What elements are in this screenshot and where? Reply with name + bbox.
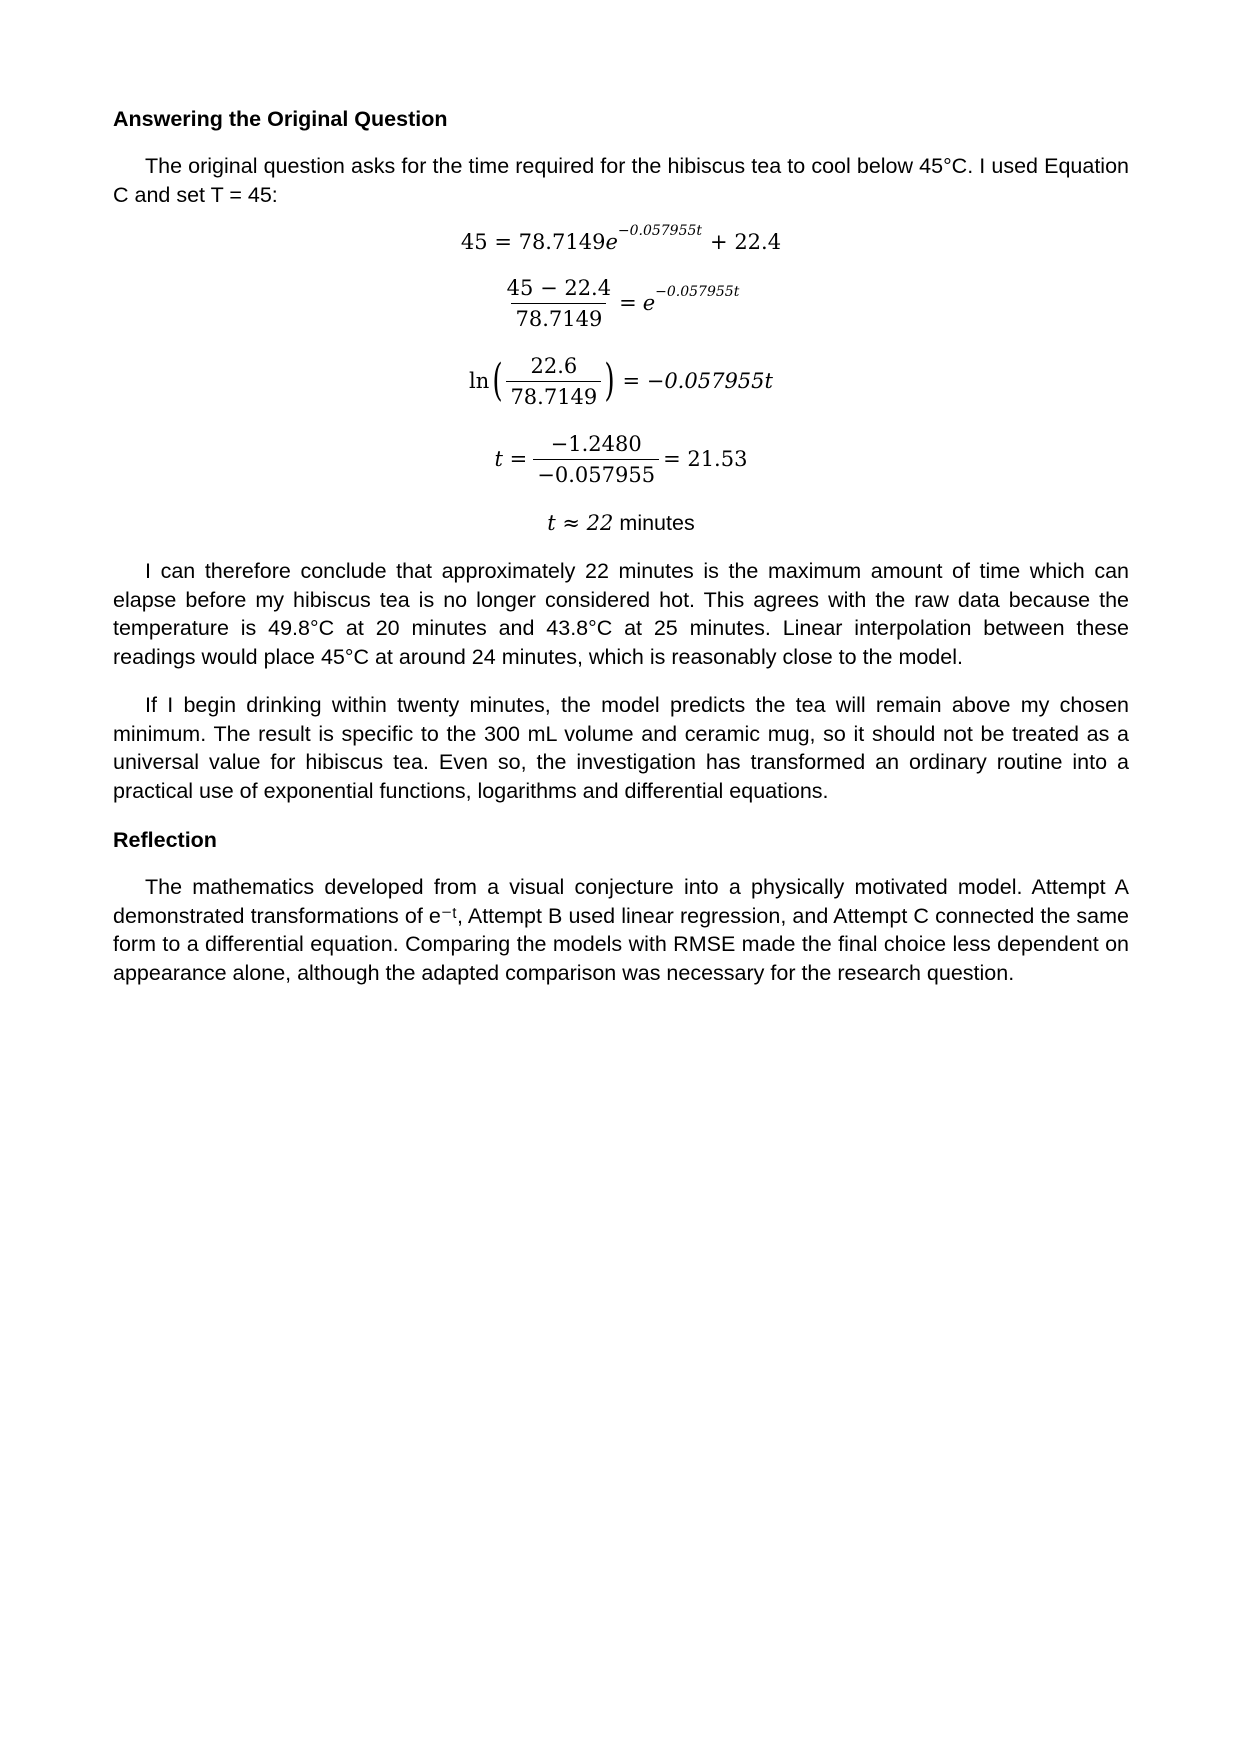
equation-1-exponent: −0.057955t — [617, 223, 703, 239]
equation-4-fraction — [533, 432, 659, 487]
right-paren-glyph: ) — [604, 355, 616, 406]
equation-4-rhs: = 21.53 — [663, 447, 748, 471]
reflection-paragraph: The mathematics developed from a visual conjecture into a physically motivated model. Attempt A demonstrated transformations of e⁻ᵗ, Attempt B used linear regression, and Attempt C connected the same form to a differential equation. Comparing the models with RMSE made the final choice less dependent on appearance alone, although the adapted comparison was necessary for the research question. — [113, 875, 1129, 985]
equation-4-numerator: −1.2480 — [550, 431, 642, 456]
equation-3-rhs: = −0.057955t — [622, 369, 773, 393]
left-paren-glyph: ( — [492, 355, 504, 406]
document-page — [113, 104, 1129, 987]
intro-paragraph: The original question asks for the time required for the hibiscus tea to cool below 45°C. I used Equation C and set T = 45: — [113, 154, 1129, 207]
equation-1-rhs: + 22.4 — [710, 230, 782, 254]
equation-3-ln: ln — [469, 369, 490, 393]
equation-5 — [113, 507, 1129, 539]
equation-2-base: e — [642, 291, 656, 315]
equation-2-equals: = — [619, 291, 637, 315]
conclusion-paragraph: I can therefore conclude that approximately 22 minutes is the maximum amount of time which can elapse before my hibiscus tea is no longer considered hot. This agrees with the raw data because the temperature is 49.8°C at 20 minutes and 43.8°C at 25 minutes. Linear interpolation between these readings would place 45°C at around 24 minutes, which is reasonably close to the model. — [113, 559, 1129, 669]
equation-3-fraction — [506, 354, 601, 409]
equation-2-exponent: −0.057955t — [655, 284, 740, 300]
equation-2 — [113, 273, 1129, 333]
equation-4-denominator: −0.057955 — [533, 459, 659, 487]
section-heading-answering: Answering the Original Question — [113, 107, 448, 131]
equation-2-denominator: 78.7149 — [511, 303, 606, 331]
drinking-paragraph: If I begin drinking within twenty minutes, the model predicts the tea will remain above my chosen minimum. The result is specific to the 300 mL volume and ceramic mug, so it should not be treated as a universal value for hibiscus tea. Even so, the investigation has transformed an ordinary routine into a practical use of exponential functions, logarithms and differential equations. — [113, 693, 1129, 803]
equation-2-numerator: 45 − 22.4 — [506, 275, 612, 300]
equation-3-numerator: 22.6 — [530, 353, 578, 378]
equation-3 — [113, 351, 1129, 411]
equation-3-denominator: 78.7149 — [506, 381, 601, 409]
equation-5-lhs: t ≈ 22 — [547, 511, 614, 535]
equation-1 — [113, 225, 1129, 259]
equation-2-fraction — [503, 276, 615, 331]
equation-1-lhs: 45 = 78.7149 — [460, 230, 606, 254]
equation-4-lhs: t = — [494, 447, 528, 471]
section-heading-reflection: Reflection — [113, 828, 217, 852]
equation-5-unit: minutes — [619, 510, 695, 535]
equation-1-base: e — [605, 230, 618, 254]
equation-4 — [113, 429, 1129, 489]
